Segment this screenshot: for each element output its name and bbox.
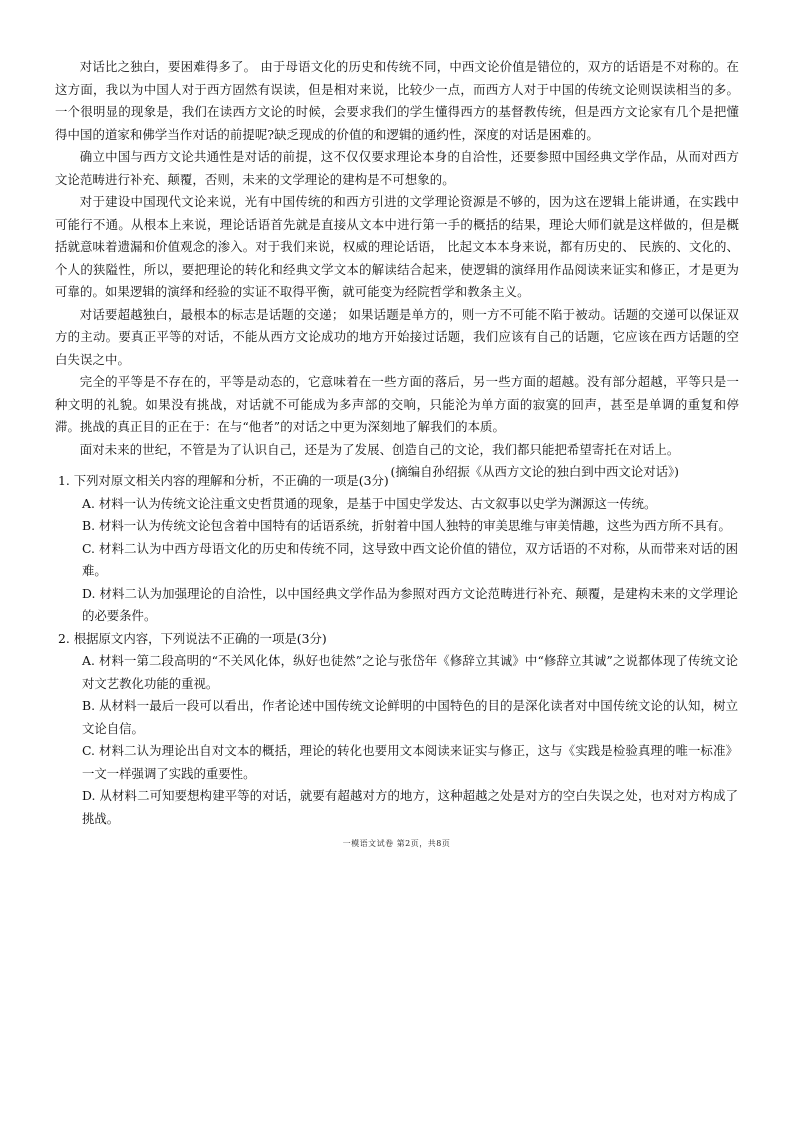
option-b: B. 材料一认为传统文论包含着中国特有的话语系统，折射着中国人独特的审美思维与审美情趣，这些为西方所不具有。 [82, 518, 731, 533]
passage-paragraph: 面对未来的世纪，不管是为了认识自己，还是为了发展、创造自己的文论，我们都只能把希望寄托在对话上。 [79, 441, 680, 457]
option-c: C. 材料二认为理论出自对文本的概括，理论的转化也要用文本阅读来证实与修正，这与《实践是检验真理的唯一标准》一文一样强调了实践的重要性。 [82, 743, 738, 781]
option-d: D. 材料二认为加强理论的自洽性，以中国经典文学作品为参照对西方文论范畴进行补充、颠覆，是建构未来的文学理论的必要条件。 [82, 585, 738, 623]
passage-paragraph: 对话要超越独白，最根本的标志是话题的交递； 如果话题是单方的，则一方不可能不陷于被动。话题的交递可以保证双方的主动。要真正平等的对话，不能从西方文论成功的地方开始接过话题，我们应该有自己的话题，它应该在西方话题的空白失误之中。 [55, 306, 739, 367]
option-c: C. 材料二认为中西方母语文化的历史和传统不同，这导致中西文论价值的错位，双方话语的不对称，从而带来对话的困难。 [82, 540, 738, 578]
passage-paragraph: 确立中国与西方文论共通性是对话的前提，这不仅仅要求理论本身的自洽性，还要参照中国经典文学作品，从而对西方文论范畴进行补充、颠覆，否则，未来的文学理论的建构是不可想象的。 [55, 149, 739, 187]
option-a: A. 材料一第二段高明的“不关风化体，纵好也徒然”之论与张岱年《修辞立其诚》中“修辞立其诚”之说都体现了传统文论对文艺教化功能的重视。 [82, 653, 738, 691]
passage-paragraph: 对于建设中国现代文论来说，光有中国传统的和西方引进的文学理论资源是不够的，因为这在逻辑上能讲通，在实践中可能行不通。从根本上来说，理论话语首先就是直接从文本中进行第一手的概括的结果，理论大师们就是这样做的，但是概括就意味着遗漏和价值观念的渗入。对于我们来说，权威的理论话语， 比起文本本身来说，都有历史的、 民族的、文化的、个人的狭隘性，所以，要把理论的转化和经典文学文本的解读结合起来，使逻辑的演绎用作品阅读来证实和修正，才是更为可靠的。如果逻辑的演绎和经验的实证不取得平衡，就可能变为经院哲学和教条主义。 [55, 194, 739, 299]
passage-paragraph: 完全的平等是不存在的，平等是动态的，它意味着在一些方面的落后，另一些方面的超越。没有部分超越，平等只是一种文明的礼貌。如果没有挑战，对话就不可能成为多声部的交响，只能沦为单方面的寂寞的回声，甚至是单调的重复和停滞。挑战的真正目的正在于：在与“他者”的对话之中更为深刻地了解我们的本质。 [55, 374, 739, 434]
question-1 [58, 470, 738, 628]
page-footer: 一模语文试卷 第2页，共8页 [342, 839, 451, 848]
question-stem: 2. 根据原文内容，下列说法不正确的一项是(3分) [58, 630, 327, 646]
option-a: A. 材料一认为传统文论注重文史哲贯通的现象，是基于中国史学发达、古文叙事以史学为渊源这一传统。 [82, 495, 657, 511]
option-d: D. 从材料二可知要想构建平等的对话，就要有超越对方的地方，这种超越之处是对方的空白失误之处，也对对方构成了挑战。 [82, 788, 738, 826]
reading-passage [55, 56, 739, 484]
question-list [58, 470, 738, 830]
passage-source: (摘编自孙绍振《从西方文论的独白到中西文论对话》) [390, 464, 679, 479]
question-stem: 1. 下列对原文相关内容的理解和分析，不正确的一项是(3分) [58, 473, 389, 488]
passage-paragraph: 对话比之独白，要困难得多了。 由于母语文化的历史和传统不同，中西文论价值是错位的，双方的话语是不对称的。在这方面，我以为中国人对于西方固然有误读，但是相对来说，比较少一点，而西方人对于中国的传统文论则误读相当的多。一个很明显的现象是，我们在读西方文论的时候，会要求我们的学生懂得西方的基督教传统，但是西方文论家有几个是把懂得中国的道家和佛学当作对话的前提呢?缺乏现成的价值的和逻辑的通约性，深度的对话是困难的。 [55, 59, 739, 142]
question-2 [58, 628, 738, 831]
option-b: B. 从材料一最后一段可以看出，作者论述中国传统文论鲜明的中国特色的目的是深化读者对中国传统文论的认知，树立文论自信。 [82, 698, 738, 736]
